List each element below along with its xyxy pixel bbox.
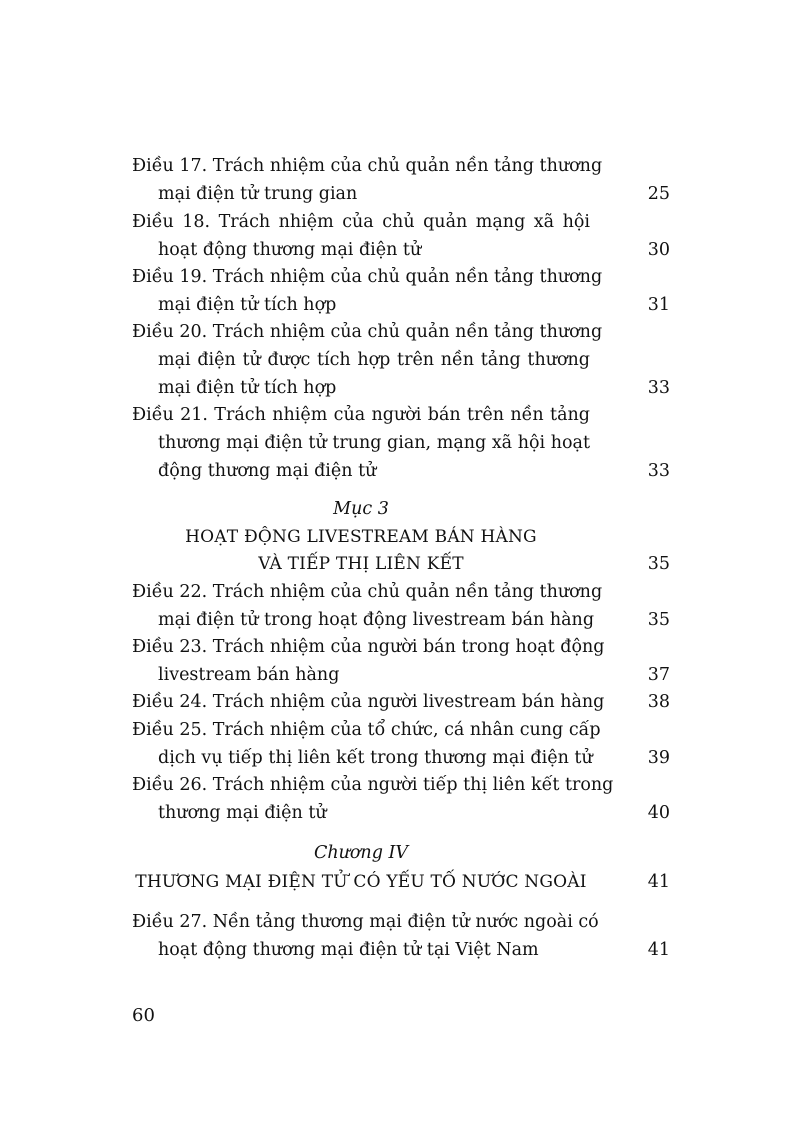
toc-entry-21-line3: động thương mại điện tử — [158, 461, 377, 481]
toc-entry-20-line1: Điều 20. Trách nhiệm của chủ quản nền tảng thương — [132, 322, 603, 342]
toc-entry-26-line2: thương mại điện tử — [158, 803, 327, 823]
toc-entry-18-line1: Điều 18. Trách nhiệm của chủ quản mạng xã hội — [132, 212, 590, 232]
toc-entry-23-page: 37 — [647, 665, 670, 685]
chapter-iv-page: 41 — [647, 872, 670, 892]
toc-entry-25-line1: Điều 25. Trách nhiệm của tổ chức, cá nhân cung cấp — [132, 720, 601, 740]
toc-entry-26-line1: Điều 26. Trách nhiệm của người tiếp thị liên kết trong — [132, 775, 614, 795]
toc-entry-21-page: 33 — [647, 461, 670, 481]
toc-entry-19-line2: mại điện tử tích hợp — [158, 295, 337, 315]
toc-entry-27-line1: Điều 27. Nền tảng thương mại điện tử nước ngoài có — [132, 912, 599, 932]
page-number: 60 — [132, 1005, 155, 1026]
toc-entry-27-line2: hoạt động thương mại điện tử tại Việt Nam — [158, 940, 539, 960]
toc-entry-25-page: 39 — [647, 748, 670, 768]
toc-entry-21-line2: thương mại điện tử trung gian, mạng xã hội hoạt — [158, 433, 590, 453]
toc-entry-17-page: 25 — [647, 184, 670, 204]
toc-entry-22-line2: mại điện tử trong hoạt động livestream bán hàng — [158, 610, 595, 630]
toc-entry-17-line2: mại điện tử trung gian — [158, 184, 358, 204]
toc-entry-18-line2: hoạt động thương mại điện tử — [158, 240, 422, 260]
toc-entry-18-page: 30 — [647, 240, 670, 260]
chapter-title-iv: THƯƠNG MẠI ĐIỆN TỬ CÓ YẾU TỐ NƯỚC NGOÀI — [135, 872, 587, 892]
toc-entry-20-page: 33 — [647, 378, 670, 398]
toc-entry-21-line1: Điều 21. Trách nhiệm của người bán trên nền tảng — [132, 405, 590, 425]
toc-entry-27-page: 41 — [647, 940, 670, 960]
toc-entry-20-line2: mại điện tử được tích hợp trên nền tảng thương — [158, 350, 590, 370]
toc-entry-24-page: 38 — [647, 692, 670, 712]
toc-entry-17-line1: Điều 17. Trách nhiệm của chủ quản nền tảng thương — [132, 156, 603, 176]
toc-entry-22-line1: Điều 22. Trách nhiệm của chủ quản nền tảng thương — [132, 582, 603, 602]
toc-entry-19-page: 31 — [647, 295, 670, 315]
section-muc-3-page: 35 — [647, 554, 670, 574]
section-label-muc-3: Mục 3 — [333, 499, 389, 519]
toc-entry-20-line3: mại điện tử tích hợp — [158, 378, 337, 398]
toc-entry-23-line2: livestream bán hàng — [158, 665, 340, 685]
toc-entry-25-line2: dịch vụ tiếp thị liên kết trong thương mại điện tử — [158, 748, 593, 768]
toc-entry-22-page: 35 — [647, 610, 670, 630]
toc-entry-26-page: 40 — [647, 803, 670, 823]
toc-entry-19-line1: Điều 19. Trách nhiệm của chủ quản nền tảng thương — [132, 267, 603, 287]
section-title-muc-3-line2: VÀ TIẾP THỊ LIÊN KẾT — [258, 554, 464, 574]
chapter-label-iv: Chương IV — [313, 843, 409, 863]
toc-entry-23-line1: Điều 23. Trách nhiệm của người bán trong hoạt động — [132, 637, 605, 657]
section-title-muc-3-line1: HOẠT ĐỘNG LIVESTREAM BÁN HÀNG — [185, 527, 537, 547]
toc-entry-24-line1: Điều 24. Trách nhiệm của người livestream bán hàng — [132, 692, 605, 712]
